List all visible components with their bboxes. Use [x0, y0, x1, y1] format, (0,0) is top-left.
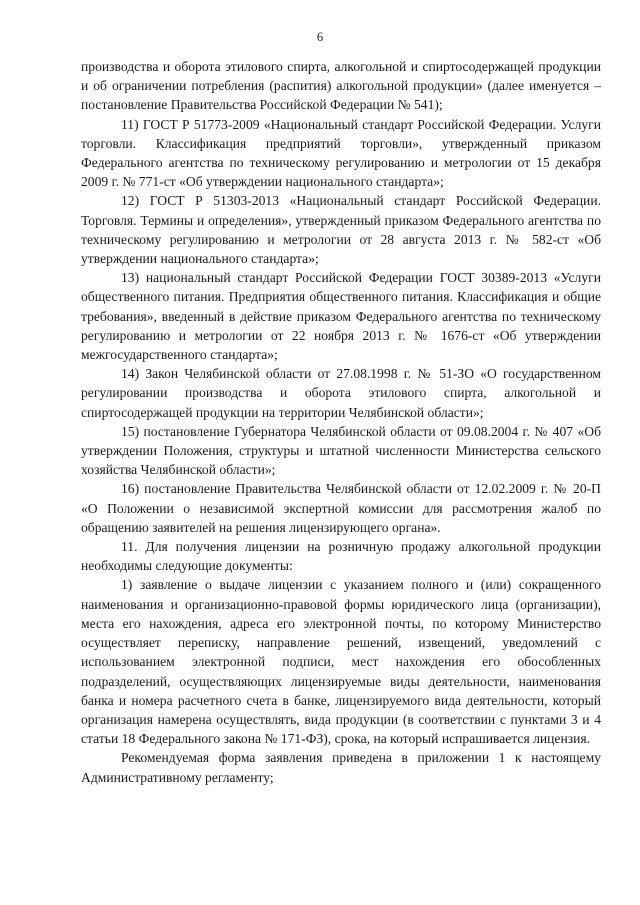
paragraph-item-13: 13) национальный стандарт Российской Федерации ГОСТ 30389-2013 «Услуги общественного питания. Предприятия общественного питания. Классификация и общие требования», введенный в действие приказом Федерального агентства по техническому регулированию и метрологии от 22 ноября 2013 г. № 1676-ст «Об утверждении межгосударственного стандарта»;: [81, 270, 601, 363]
paragraph-section-11: 11. Для получения лицензии на розничную продажу алкогольной продукции необходимы следующие документы:: [81, 539, 601, 574]
paragraph-continuation: производства и оборота этилового спирта, алкогольной и спиртосодержащей продукции и об ограничении потребления (распития) алкогольной продукции» (далее именуется – постановление Правительства Российской Федерации № 541);: [81, 59, 601, 113]
paragraph-form-note: Рекомендуемая форма заявления приведена в приложении 1 к настоящему Административному регламенту;: [81, 750, 601, 785]
page-number: 6: [316, 30, 324, 44]
document-body: [81, 57, 601, 787]
paragraph-item-15: 15) постановление Губернатора Челябинской области от 09.08.2004 г. № 407 «Об утверждении Положения, структуры и штатной численности Министерства сельского хозяйства Челябинской области»;: [81, 423, 601, 478]
paragraph-item-11: 11) ГОСТ Р 51773-2009 «Национальный стандарт Российской Федерации. Услуги торговли. Классификация предприятий торговли», утвержденный приказом Федерального агентства по техническому регулированию и метрологии от 15 декабря 2009 г. № 771-ст «Об утверждении национального стандарта»;: [81, 116, 601, 190]
paragraph-item-14: 14) Закон Челябинской области от 27.08.1998 г. № 51-ЗО «О государственном регулировании производства и оборота этилового спирта, алкогольной и спиртосодержащей продукции на территории Челябинской области»;: [81, 366, 601, 420]
paragraph-document-1: 1) заявление о выдаче лицензии с указанием полного и (или) сокращенного наименования и организационно-правовой формы юридического лица (организации), места его нахождения, адреса его электронной почты, по которому Министерство осуществляет переписку, направление решений, извещений, уведомлений с использованием электронной подписи, мест нахождения его обособленных подразделений, осуществляющих лицензируемые виды деятельности, наименования банка и номера расчетного счета в банке, лицензируемого вида деятельности, который организация намерена осуществлять, вида продукции (в соответствии с пунктами 3 и 4 статьи 18 Федерального закона № 171-ФЗ), срока, на который испрашивается лицензия.: [81, 577, 601, 747]
paragraph-item-16: 16) постановление Правительства Челябинской области от 12.02.2009 г. № 20-П «О Положении о независимой экспертной комиссии для рассмотрения жалоб по обращению заявителей на решения лицензирующего органа».: [81, 481, 601, 535]
paragraph-item-12: 12) ГОСТ Р 51303-2013 «Национальный стандарт Российской Федерации. Торговля. Термины и определения», утвержденный приказом Федерального агентства по техническому регулированию и метрологии от 28 августа 2013 г. № 582-ст «Об утверждении национального стандарта»;: [81, 193, 601, 267]
